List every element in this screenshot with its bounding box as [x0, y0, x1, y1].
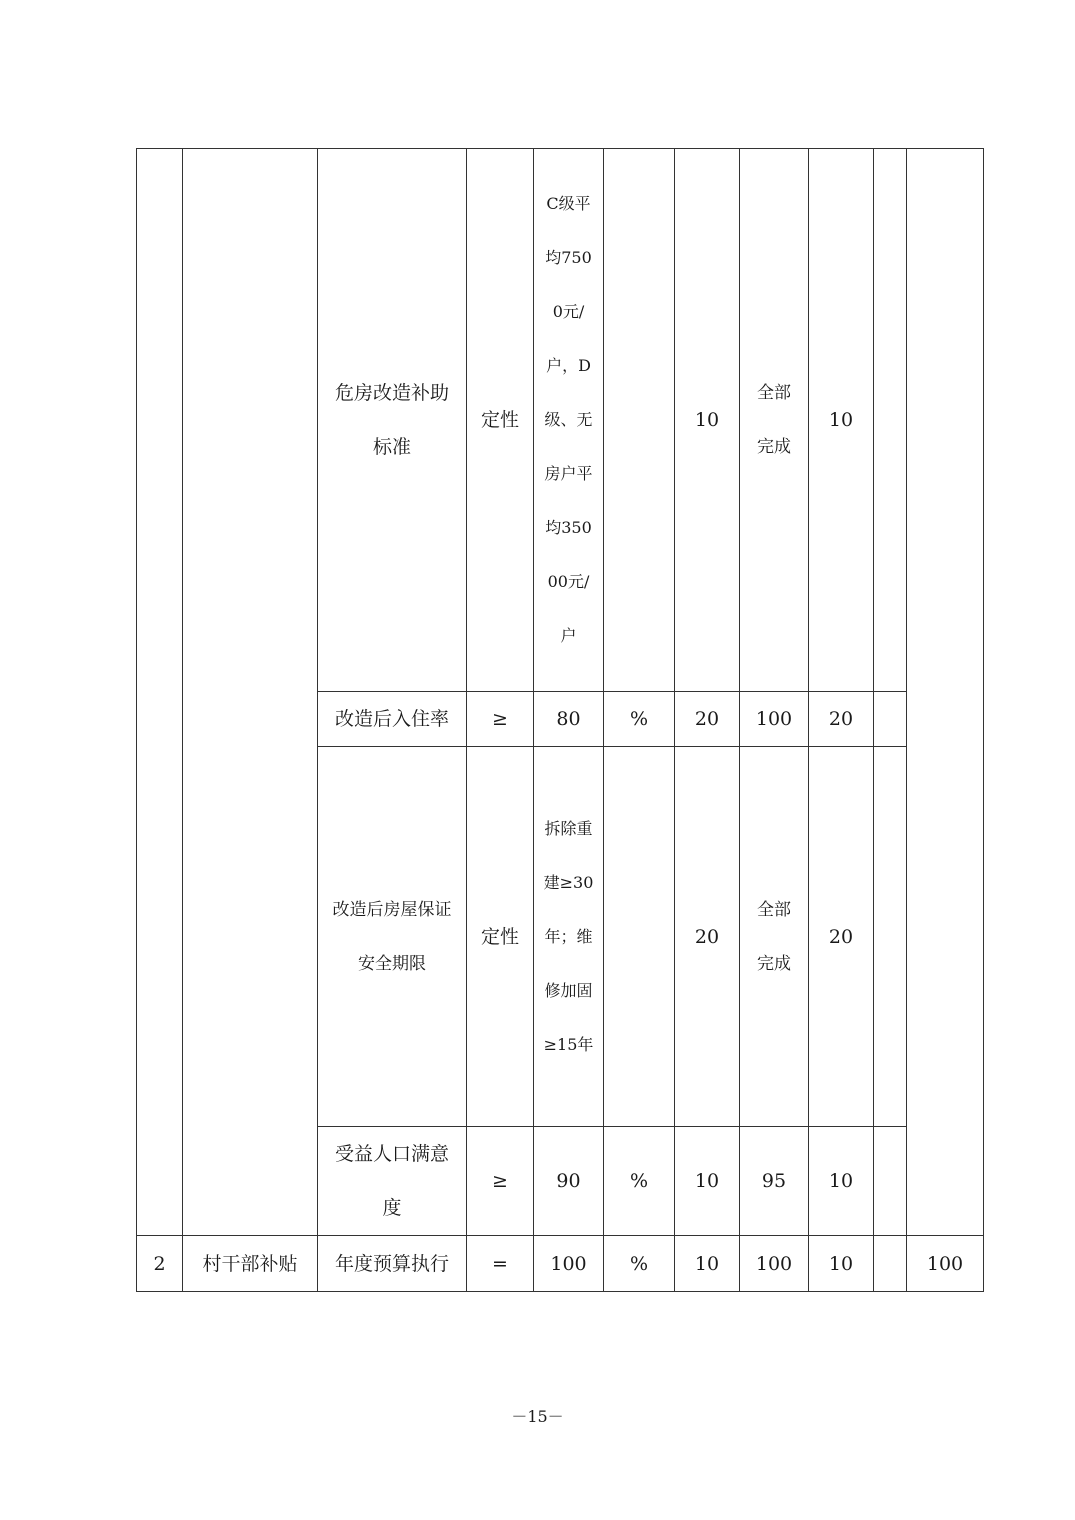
indicator-cell: 受益人口满意度	[318, 1127, 467, 1236]
operator-cell: ≥	[467, 1127, 534, 1236]
note-cell	[874, 149, 907, 692]
weight-cell: 10	[675, 1236, 740, 1292]
score-cell: 10	[809, 1127, 874, 1236]
target-cell: 拆除重建≥30年；维修加固≥15年	[534, 747, 604, 1127]
weight-cell: 20	[675, 747, 740, 1127]
table-row	[137, 1236, 984, 1292]
operator-cell: ≥	[467, 692, 534, 747]
weight-cell: 10	[675, 1127, 740, 1236]
target-cell: 100	[534, 1236, 604, 1292]
actual-cell: 95	[740, 1127, 809, 1236]
weight-cell: 10	[675, 149, 740, 692]
indicator-cell: 改造后房屋保证安全期限	[318, 747, 467, 1127]
note-cell	[874, 1236, 907, 1292]
project-number-cell: 2	[137, 1236, 183, 1292]
actual-cell: 100	[740, 692, 809, 747]
note-cell	[874, 1127, 907, 1236]
table-row	[137, 149, 984, 692]
project-name-cell	[183, 149, 318, 1236]
score-cell: 10	[809, 1236, 874, 1292]
total-score-cell	[907, 149, 984, 1236]
indicator-cell: 危房改造补助标准	[318, 149, 467, 692]
actual-cell: 全部完成	[740, 747, 809, 1127]
indicator-cell: 改造后入住率	[318, 692, 467, 747]
score-cell: 20	[809, 692, 874, 747]
operator-cell: 定性	[467, 747, 534, 1127]
unit-cell: %	[604, 1127, 675, 1236]
note-cell	[874, 692, 907, 747]
score-cell: 20	[809, 747, 874, 1127]
actual-cell: 100	[740, 1236, 809, 1292]
target-cell: C级平均7500元/户，D级、无房户平均35000元/户	[534, 149, 604, 692]
performance-table	[136, 148, 984, 1292]
unit-cell: %	[604, 692, 675, 747]
unit-cell	[604, 149, 675, 692]
page-number: －15－	[511, 1407, 564, 1426]
unit-cell: %	[604, 1236, 675, 1292]
note-cell	[874, 747, 907, 1127]
actual-cell: 全部完成	[740, 149, 809, 692]
target-cell: 80	[534, 692, 604, 747]
unit-cell	[604, 747, 675, 1127]
target-cell: 90	[534, 1127, 604, 1236]
weight-cell: 20	[675, 692, 740, 747]
operator-cell: 定性	[467, 149, 534, 692]
project-name-cell: 村干部补贴	[183, 1236, 318, 1292]
operator-cell: =	[467, 1236, 534, 1292]
indicator-cell: 年度预算执行	[318, 1236, 467, 1292]
project-number-cell	[137, 149, 183, 1236]
total-score-cell: 100	[907, 1236, 984, 1292]
score-cell: 10	[809, 149, 874, 692]
